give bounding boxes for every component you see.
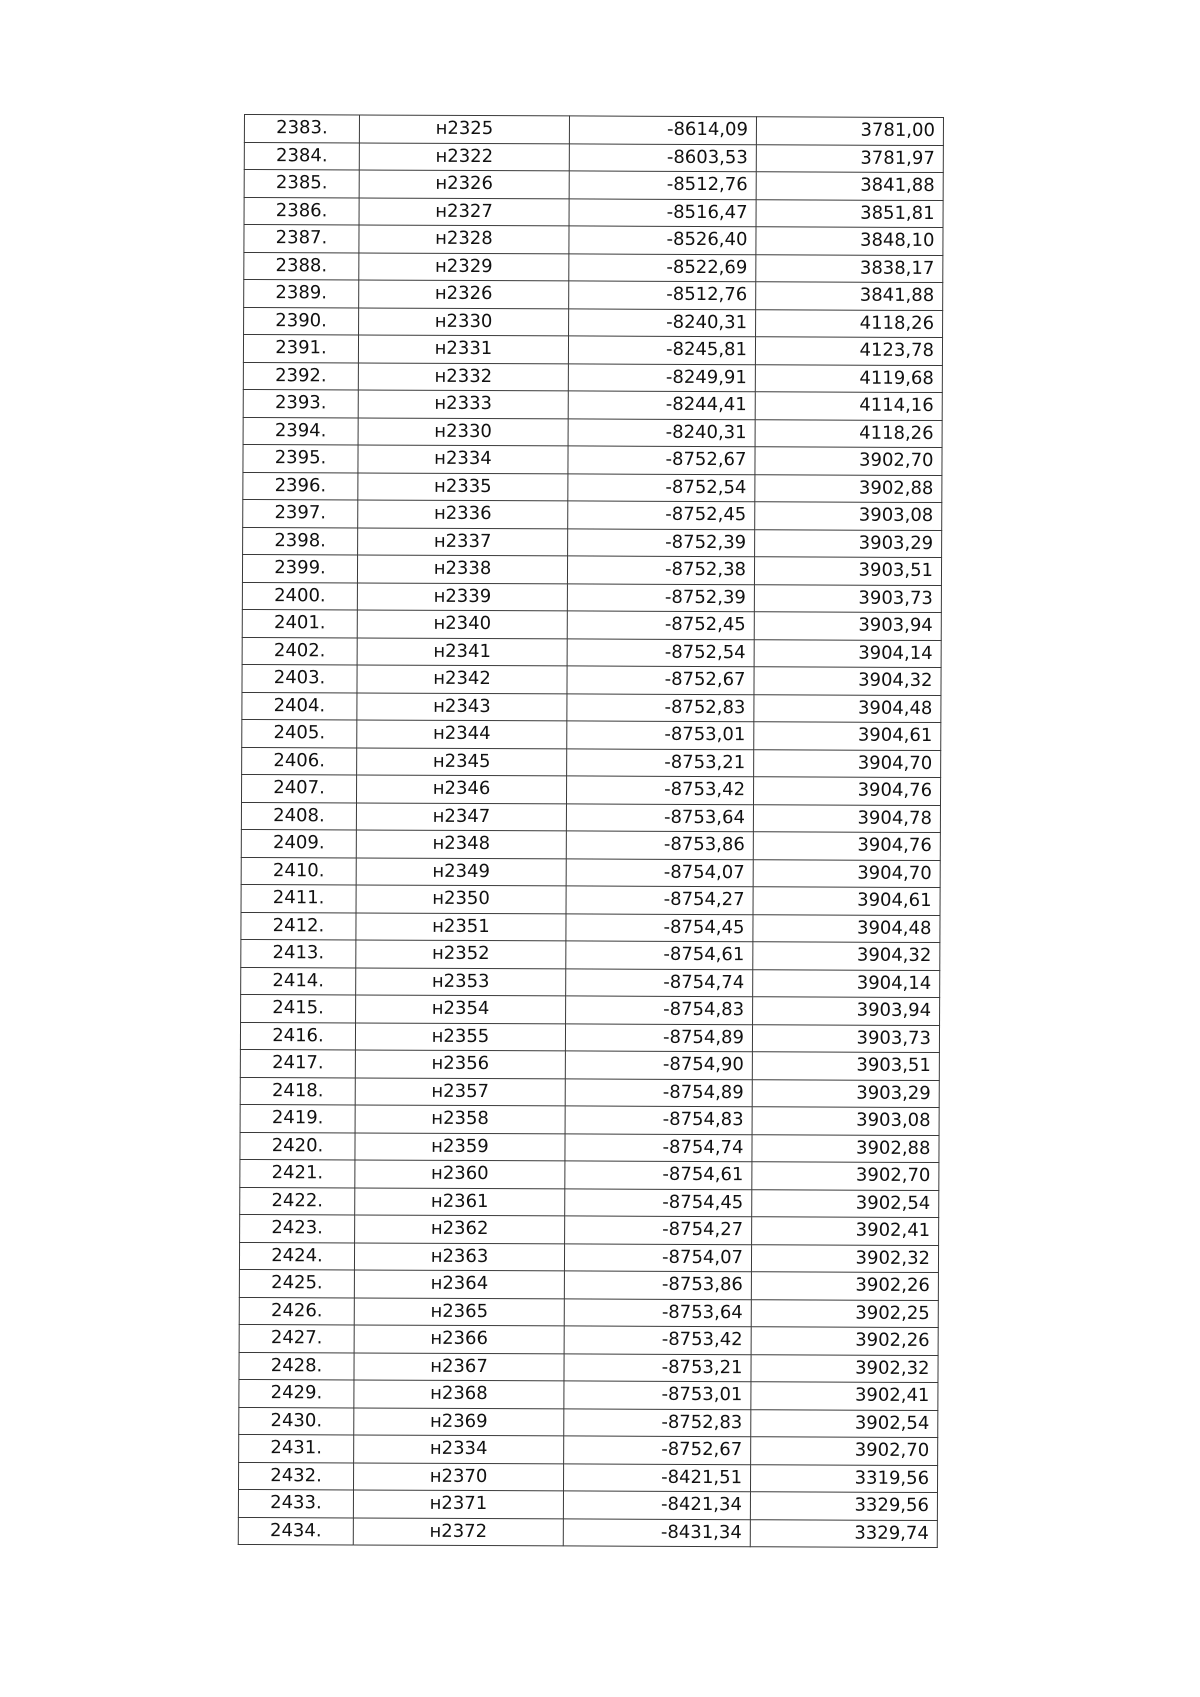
table-row: [244, 197, 943, 228]
y-coordinate-cell: 3904,61: [753, 887, 940, 915]
x-coordinate-cell: -8753,86: [564, 1271, 751, 1299]
point-name-cell: н2363: [354, 1242, 564, 1270]
x-coordinate-cell: -8754,89: [565, 1023, 752, 1051]
point-name-cell: н2334: [358, 445, 568, 473]
point-name-cell: н2332: [358, 363, 568, 391]
y-coordinate-cell: 3848,10: [756, 227, 943, 255]
coordinates-table: [238, 114, 944, 1548]
point-name-cell: н2354: [356, 995, 566, 1023]
point-name-cell: н2347: [356, 802, 566, 830]
table-row: [242, 554, 941, 585]
row-number-cell: 2416.: [240, 1022, 355, 1050]
y-coordinate-cell: 3903,94: [753, 997, 940, 1025]
table-row: [244, 225, 943, 256]
point-name-cell: н2357: [355, 1077, 565, 1105]
row-number-cell: 2412.: [241, 912, 356, 940]
x-coordinate-cell: -8754,45: [566, 913, 753, 941]
table-row: [239, 1407, 938, 1438]
y-coordinate-cell: 3904,32: [754, 667, 941, 695]
y-coordinate-cell: 3902,54: [752, 1189, 939, 1217]
y-coordinate-cell: 3903,51: [752, 1052, 939, 1080]
y-coordinate-cell: 3904,78: [753, 804, 940, 832]
point-name-cell: н2359: [355, 1132, 565, 1160]
table-row: [239, 1352, 938, 1383]
y-coordinate-cell: 3902,32: [751, 1354, 938, 1382]
x-coordinate-cell: -8431,34: [563, 1518, 750, 1546]
y-coordinate-cell: 3903,73: [752, 1024, 939, 1052]
point-name-cell: н2365: [354, 1297, 564, 1325]
row-number-cell: 2421.: [240, 1159, 355, 1187]
row-number-cell: 2431.: [239, 1434, 354, 1462]
y-coordinate-cell: 3902,32: [751, 1244, 938, 1272]
table-row: [241, 994, 940, 1025]
y-coordinate-cell: 3903,73: [754, 584, 941, 612]
table-row: [240, 1214, 939, 1245]
row-number-cell: 2427.: [239, 1324, 354, 1352]
row-number-cell: 2401.: [242, 609, 357, 637]
x-coordinate-cell: -8752,67: [567, 666, 754, 694]
x-coordinate-cell: -8244,41: [568, 391, 755, 419]
x-coordinate-cell: -8752,67: [564, 1436, 751, 1464]
x-coordinate-cell: -8753,64: [564, 1298, 751, 1326]
point-name-cell: н2362: [355, 1215, 565, 1243]
table-row: [244, 115, 943, 146]
x-coordinate-cell: -8753,42: [566, 776, 753, 804]
row-number-cell: 2433.: [238, 1489, 353, 1517]
row-number-cell: 2391.: [243, 335, 358, 363]
point-name-cell: н2334: [354, 1435, 564, 1463]
x-coordinate-cell: -8754,74: [565, 1133, 752, 1161]
table-row: [241, 967, 940, 998]
table-row: [242, 747, 941, 778]
row-number-cell: 2393.: [243, 389, 358, 417]
x-coordinate-cell: -8754,07: [564, 1243, 751, 1271]
x-coordinate-cell: -8754,27: [565, 1216, 752, 1244]
table-row: [243, 527, 942, 558]
row-number-cell: 2394.: [243, 417, 358, 445]
row-number-cell: 2409.: [241, 829, 356, 857]
row-number-cell: 2423.: [240, 1214, 355, 1242]
coordinates-table-body: [238, 115, 943, 1548]
y-coordinate-cell: 3329,74: [750, 1519, 937, 1547]
table-row: [243, 499, 942, 530]
point-name-cell: н2342: [357, 665, 567, 693]
x-coordinate-cell: -8516,47: [569, 198, 756, 226]
table-row: [243, 362, 942, 393]
y-coordinate-cell: 3903,08: [755, 502, 942, 530]
row-number-cell: 2400.: [242, 582, 357, 610]
x-coordinate-cell: -8754,07: [566, 858, 753, 886]
table-row: [243, 444, 942, 475]
table-row: [241, 802, 940, 833]
y-coordinate-cell: 3902,70: [751, 1437, 938, 1465]
point-name-cell: н2368: [354, 1380, 564, 1408]
table-row: [239, 1297, 938, 1328]
y-coordinate-cell: 3904,48: [754, 694, 941, 722]
x-coordinate-cell: -8753,42: [564, 1326, 751, 1354]
table-row: [240, 1049, 939, 1080]
point-name-cell: н2367: [354, 1352, 564, 1380]
table-row: [240, 1022, 939, 1053]
row-number-cell: 2434.: [238, 1517, 353, 1545]
table-row: [240, 1187, 939, 1218]
table-row: [242, 637, 941, 668]
point-name-cell: н2335: [358, 473, 568, 501]
x-coordinate-cell: -8421,51: [563, 1463, 750, 1491]
x-coordinate-cell: -8522,69: [569, 253, 756, 281]
row-number-cell: 2428.: [239, 1352, 354, 1380]
table-row: [240, 1159, 939, 1190]
x-coordinate-cell: -8240,31: [568, 418, 755, 446]
table-row: [238, 1489, 937, 1520]
table-row: [238, 1462, 937, 1493]
x-coordinate-cell: -8754,74: [566, 968, 753, 996]
point-name-cell: н2370: [353, 1462, 563, 1490]
x-coordinate-cell: -8753,86: [566, 831, 753, 859]
point-name-cell: н2364: [354, 1270, 564, 1298]
x-coordinate-cell: -8754,27: [566, 886, 753, 914]
point-name-cell: н2352: [356, 940, 566, 968]
point-name-cell: н2358: [355, 1105, 565, 1133]
y-coordinate-cell: 3902,25: [751, 1299, 938, 1327]
table-row: [241, 884, 940, 915]
row-number-cell: 2408.: [241, 802, 356, 830]
y-coordinate-cell: 3903,08: [752, 1107, 939, 1135]
y-coordinate-cell: 4118,26: [755, 419, 942, 447]
y-coordinate-cell: 3838,17: [756, 254, 943, 282]
point-name-cell: н2337: [358, 528, 568, 556]
point-name-cell: н2338: [357, 555, 567, 583]
y-coordinate-cell: 3903,94: [754, 612, 941, 640]
table-row: [240, 1077, 939, 1108]
x-coordinate-cell: -8752,67: [568, 446, 755, 474]
point-name-cell: н2327: [359, 198, 569, 226]
point-name-cell: н2355: [355, 1022, 565, 1050]
x-coordinate-cell: -8752,45: [567, 611, 754, 639]
x-coordinate-cell: -8421,34: [563, 1491, 750, 1519]
point-name-cell: н2326: [359, 280, 569, 308]
table-row: [243, 335, 942, 366]
y-coordinate-cell: 4119,68: [755, 364, 942, 392]
point-name-cell: н2343: [357, 692, 567, 720]
table-row: [240, 1132, 939, 1163]
row-number-cell: 2383.: [244, 115, 359, 143]
y-coordinate-cell: 3902,70: [755, 447, 942, 475]
table-row: [242, 609, 941, 640]
row-number-cell: 2386.: [244, 197, 359, 225]
table-row: [240, 1104, 939, 1135]
row-number-cell: 2402.: [242, 637, 357, 665]
point-name-cell: н2330: [359, 308, 569, 336]
row-number-cell: 2425.: [239, 1269, 354, 1297]
row-number-cell: 2392.: [243, 362, 358, 390]
point-name-cell: н2346: [356, 775, 566, 803]
point-name-cell: н2328: [359, 225, 569, 253]
y-coordinate-cell: 3904,76: [753, 777, 940, 805]
point-name-cell: н2348: [356, 830, 566, 858]
point-name-cell: н2369: [354, 1407, 564, 1435]
y-coordinate-cell: 3904,61: [754, 722, 941, 750]
x-coordinate-cell: -8753,01: [564, 1381, 751, 1409]
y-coordinate-cell: 3902,88: [755, 474, 942, 502]
y-coordinate-cell: 3904,32: [753, 942, 940, 970]
y-coordinate-cell: 4123,78: [755, 337, 942, 365]
row-number-cell: 2413.: [241, 939, 356, 967]
table-row: [239, 1242, 938, 1273]
point-name-cell: н2361: [355, 1187, 565, 1215]
table-row: [241, 939, 940, 970]
row-number-cell: 2410.: [241, 857, 356, 885]
row-number-cell: 2415.: [241, 994, 356, 1022]
point-name-cell: н2344: [357, 720, 567, 748]
x-coordinate-cell: -8603,53: [569, 143, 756, 171]
row-number-cell: 2390.: [244, 307, 359, 335]
row-number-cell: 2385.: [244, 170, 359, 198]
x-coordinate-cell: -8614,09: [569, 116, 756, 144]
y-coordinate-cell: 3902,88: [752, 1134, 939, 1162]
y-coordinate-cell: 3904,14: [754, 639, 941, 667]
point-name-cell: н2353: [356, 967, 566, 995]
table-row: [242, 664, 941, 695]
row-number-cell: 2389.: [244, 280, 359, 308]
point-name-cell: н2351: [356, 912, 566, 940]
y-coordinate-cell: 3851,81: [756, 199, 943, 227]
y-coordinate-cell: 3903,51: [754, 557, 941, 585]
point-name-cell: н2371: [353, 1490, 563, 1518]
x-coordinate-cell: -8752,45: [568, 501, 755, 529]
table-row: [242, 692, 941, 723]
table-row: [239, 1324, 938, 1355]
row-number-cell: 2406.: [242, 747, 357, 775]
point-name-cell: н2345: [357, 747, 567, 775]
table-row: [239, 1379, 938, 1410]
row-number-cell: 2395.: [243, 444, 358, 472]
row-number-cell: 2399.: [242, 554, 357, 582]
x-coordinate-cell: -8754,83: [566, 996, 753, 1024]
table-row: [241, 829, 940, 860]
point-name-cell: н2330: [358, 418, 568, 446]
point-name-cell: н2341: [357, 637, 567, 665]
x-coordinate-cell: -8752,54: [568, 473, 755, 501]
y-coordinate-cell: 3841,88: [756, 282, 943, 310]
y-coordinate-cell: 3904,70: [754, 749, 941, 777]
row-number-cell: 2411.: [241, 884, 356, 912]
point-name-cell: н2333: [358, 390, 568, 418]
x-coordinate-cell: -8752,54: [567, 638, 754, 666]
y-coordinate-cell: 3329,56: [750, 1492, 937, 1520]
y-coordinate-cell: 3902,41: [752, 1217, 939, 1245]
row-number-cell: 2414.: [241, 967, 356, 995]
row-number-cell: 2407.: [241, 774, 356, 802]
row-number-cell: 2405.: [242, 719, 357, 747]
x-coordinate-cell: -8249,91: [568, 363, 755, 391]
point-name-cell: н2350: [356, 885, 566, 913]
y-coordinate-cell: 3904,76: [753, 832, 940, 860]
x-coordinate-cell: -8754,61: [566, 941, 753, 969]
row-number-cell: 2384.: [244, 142, 359, 170]
point-name-cell: н2329: [359, 253, 569, 281]
x-coordinate-cell: -8240,31: [569, 308, 756, 336]
table-row: [242, 582, 941, 613]
row-number-cell: 2432.: [238, 1462, 353, 1490]
x-coordinate-cell: -8752,83: [567, 693, 754, 721]
x-coordinate-cell: -8526,40: [569, 226, 756, 254]
x-coordinate-cell: -8753,01: [567, 721, 754, 749]
row-number-cell: 2429.: [239, 1379, 354, 1407]
table-row: [244, 170, 943, 201]
table-row: [244, 307, 943, 338]
point-name-cell: н2349: [356, 857, 566, 885]
y-coordinate-cell: 3319,56: [750, 1464, 937, 1492]
table-row: [243, 472, 942, 503]
row-number-cell: 2404.: [242, 692, 357, 720]
x-coordinate-cell: -8754,90: [565, 1051, 752, 1079]
y-coordinate-cell: 4118,26: [756, 309, 943, 337]
point-name-cell: н2326: [359, 170, 569, 198]
y-coordinate-cell: 3902,41: [751, 1382, 938, 1410]
x-coordinate-cell: -8753,21: [567, 748, 754, 776]
x-coordinate-cell: -8752,83: [564, 1408, 751, 1436]
x-coordinate-cell: -8754,89: [565, 1078, 752, 1106]
point-name-cell: н2339: [357, 582, 567, 610]
point-name-cell: н2322: [359, 143, 569, 171]
y-coordinate-cell: 4114,16: [755, 392, 942, 420]
x-coordinate-cell: -8753,64: [566, 803, 753, 831]
y-coordinate-cell: 3902,26: [751, 1327, 938, 1355]
row-number-cell: 2398.: [243, 527, 358, 555]
row-number-cell: 2396.: [243, 472, 358, 500]
row-number-cell: 2430.: [239, 1407, 354, 1435]
y-coordinate-cell: 3904,70: [753, 859, 940, 887]
point-name-cell: н2340: [357, 610, 567, 638]
x-coordinate-cell: -8754,45: [565, 1188, 752, 1216]
point-name-cell: н2331: [358, 335, 568, 363]
x-coordinate-cell: -8752,39: [568, 528, 755, 556]
x-coordinate-cell: -8753,21: [564, 1353, 751, 1381]
point-name-cell: н2325: [359, 115, 569, 143]
row-number-cell: 2422.: [240, 1187, 355, 1215]
row-number-cell: 2420.: [240, 1132, 355, 1160]
y-coordinate-cell: 3841,88: [756, 172, 943, 200]
x-coordinate-cell: -8245,81: [568, 336, 755, 364]
point-name-cell: н2336: [358, 500, 568, 528]
table-row: [242, 719, 941, 750]
row-number-cell: 2426.: [239, 1297, 354, 1325]
x-coordinate-cell: -8512,76: [569, 171, 756, 199]
y-coordinate-cell: 3781,00: [756, 117, 943, 145]
y-coordinate-cell: 3902,54: [751, 1409, 938, 1437]
y-coordinate-cell: 3903,29: [755, 529, 942, 557]
row-number-cell: 2424.: [239, 1242, 354, 1270]
x-coordinate-cell: -8512,76: [569, 281, 756, 309]
y-coordinate-cell: 3781,97: [756, 144, 943, 172]
y-coordinate-cell: 3904,14: [753, 969, 940, 997]
table-row: [244, 142, 943, 173]
point-name-cell: н2366: [354, 1325, 564, 1353]
row-number-cell: 2419.: [240, 1104, 355, 1132]
table-row: [243, 389, 942, 420]
row-number-cell: 2397.: [243, 499, 358, 527]
x-coordinate-cell: -8754,61: [565, 1161, 752, 1189]
row-number-cell: 2418.: [240, 1077, 355, 1105]
y-coordinate-cell: 3902,26: [751, 1272, 938, 1300]
table-row: [238, 1517, 937, 1548]
point-name-cell: н2360: [355, 1160, 565, 1188]
point-name-cell: н2356: [355, 1050, 565, 1078]
x-coordinate-cell: -8752,38: [567, 556, 754, 584]
table-row: [243, 417, 942, 448]
row-number-cell: 2417.: [240, 1049, 355, 1077]
y-coordinate-cell: 3902,70: [752, 1162, 939, 1190]
x-coordinate-cell: -8754,83: [565, 1106, 752, 1134]
y-coordinate-cell: 3904,48: [753, 914, 940, 942]
table-row: [241, 857, 940, 888]
table-row: [244, 280, 943, 311]
x-coordinate-cell: -8752,39: [567, 583, 754, 611]
row-number-cell: 2387.: [244, 225, 359, 253]
table-row: [239, 1434, 938, 1465]
table-row: [239, 1269, 938, 1300]
row-number-cell: 2388.: [244, 252, 359, 280]
table-row: [244, 252, 943, 283]
table-row: [241, 774, 940, 805]
table-row: [241, 912, 940, 943]
point-name-cell: н2372: [353, 1517, 563, 1545]
y-coordinate-cell: 3903,29: [752, 1079, 939, 1107]
row-number-cell: 2403.: [242, 664, 357, 692]
